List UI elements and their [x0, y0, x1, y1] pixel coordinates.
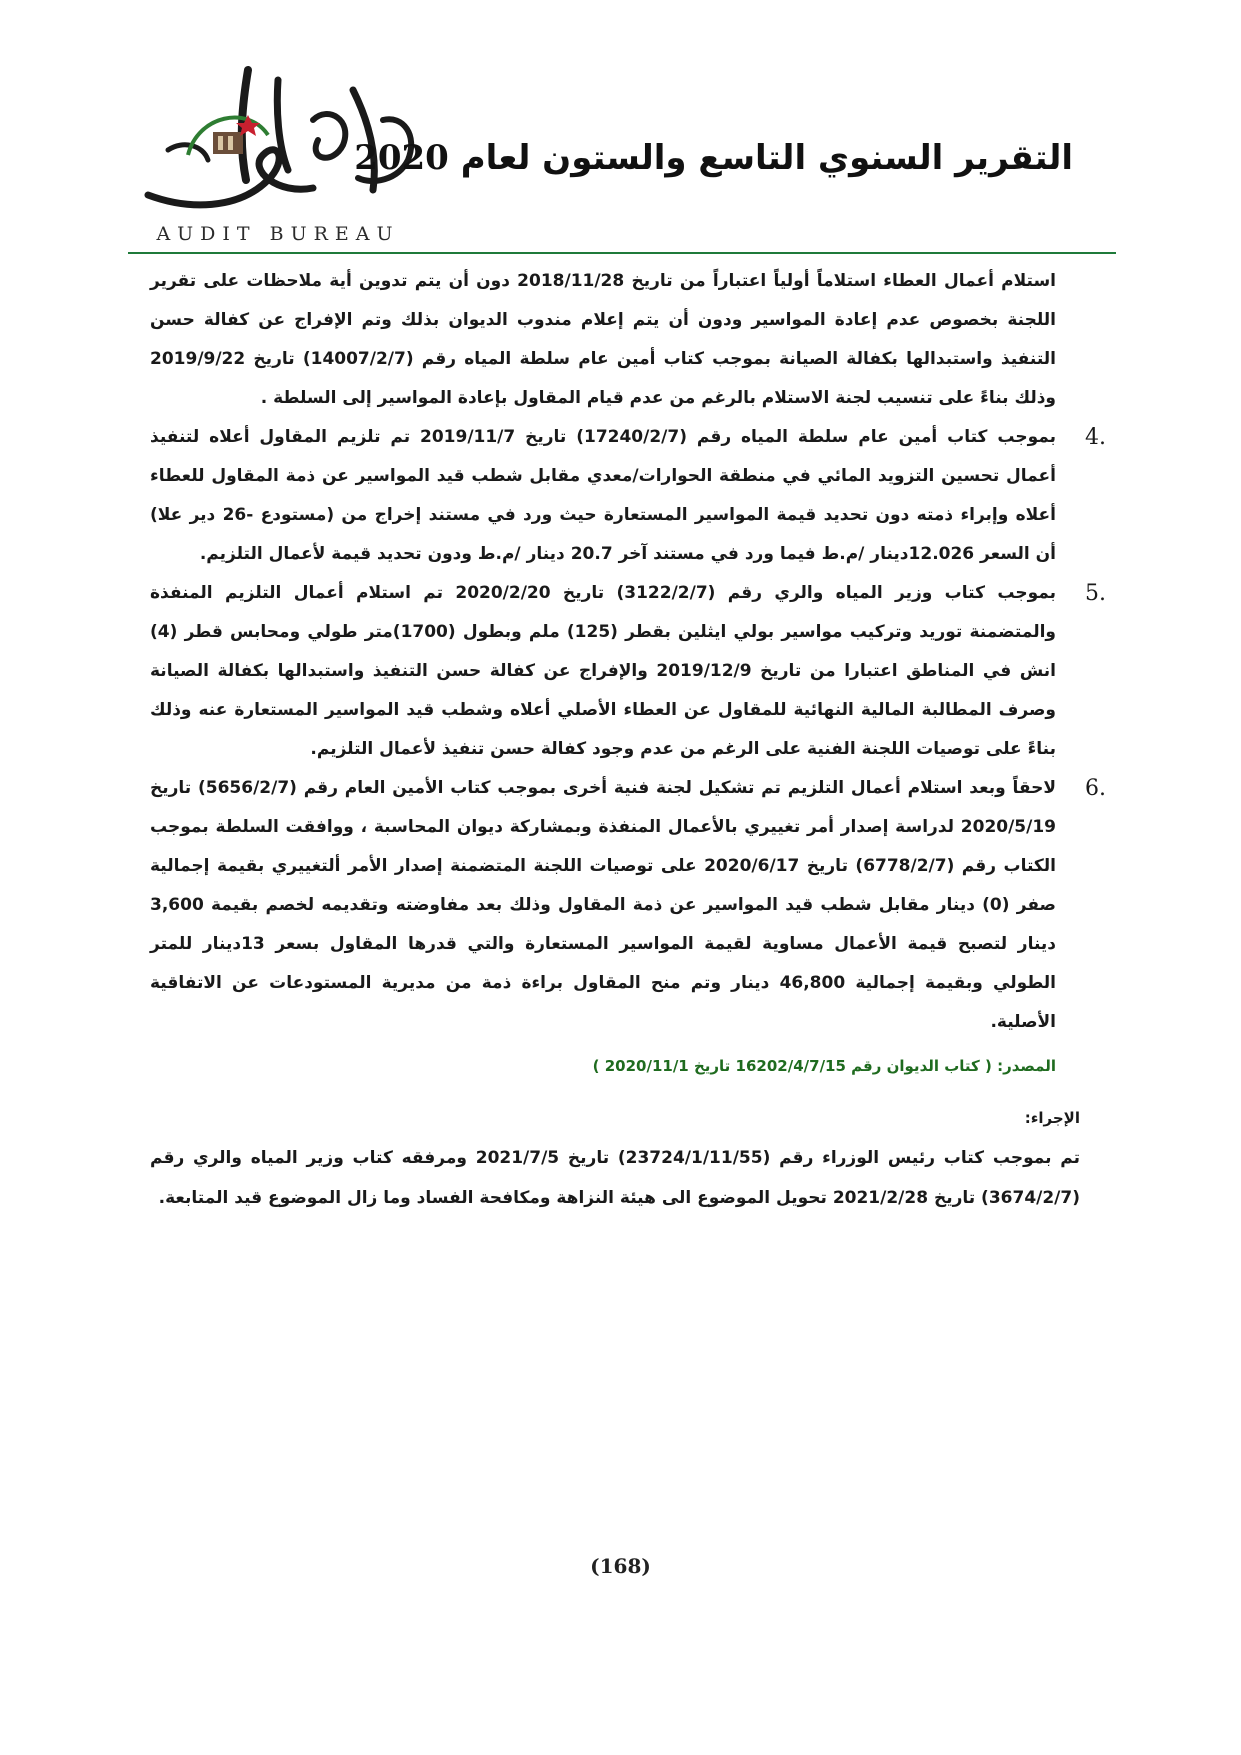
header-divider	[128, 252, 1116, 254]
list-item-number: 4.	[1085, 425, 1106, 450]
list-item-text: لاحقاً وبعد استلام أعمال التلزيم تم تشكيل لجنة فنية أخرى بموجب كتاب الأمين العام رقم (5656/2/7) تاريخ 2020/5/19 لدراسة إصدار أمر تغييري بالأعمال المنفذة وبمشاركة ديوان المحاسبة ، ووافقت السلطة بموجب الكتاب رقم (6778/2/7) تاريخ 2020/6/17 على توصيات اللجنة المتضمنة إصدار الأمر ألتغييري بقيمة إجمالية صفر (0) دينار مقابل شطب قيد المواسير عن ذمة المقاول وذلك بعد مفاوضته وتقديمه لخصم بقيمة 3,600 دينار لتصبح قيمة الأعمال مساوية لقيمة المواسير المستعارة والتي قدرها المقاول بسعر 13دينار للمتر الطولي وبقيمة إجمالية 46,800 دينار وتم منح المقاول براءة ذمة من مديرية المستودعات عن الاتفاقية الأصلية.	[150, 778, 1057, 1032]
page-header	[0, 0, 1241, 260]
list-item-number: 6.	[1085, 776, 1106, 801]
list-item	[150, 418, 1106, 574]
procedure-text: تم بموجب كتاب رئيس الوزراء رقم (23724/1/11/55) تاريخ 2021/7/5 ومرفقه كتاب وزير المياه والري رقم (3674/2/7) تاريخ 2021/2/28 تحويل الموضوع الى هيئة النزاهة ومكافحة الفساد وما زال الموضوع قيد المتابعة.	[150, 1148, 1081, 1208]
source-citation: المصدر: ( كتاب الديوان رقم 16202/4/7/15 تاريخ 2020/11/1 )	[592, 1057, 1056, 1075]
report-year: 2020	[354, 138, 449, 178]
procedure-heading: الإجراء:	[1024, 1109, 1080, 1127]
list-item-number: 5.	[1085, 581, 1106, 606]
document-body	[150, 262, 1106, 1218]
logo-caption: AUDIT BUREAU	[156, 223, 400, 245]
list-item-text: بموجب كتاب وزير المياه والري رقم (3122/2/7) تاريخ 2020/2/20 تم استلام أعمال التلزيم المنفذة والمتضمنة توريد وتركيب مواسير بولي ايثلين بقطر (125) ملم وبطول (1700)متر طولي ومحابس قطر (4) انش في المناطق اعتبارا من تاريخ 2019/12/9 والإفراج عن كفالة حسن التنفيذ واستبدالها بكفالة الصيانة وصرف المطالبة المالية النهائية للمقاول عن العطاء الأصلي أعلاه وشطب قيد المواسير المستعارة عنه وذلك بناءً على توصيات اللجنة الفنية على الرغم من عدم وجود كفالة حسن تنفيذ لأعمال التلزيم.	[150, 583, 1057, 759]
page-number: (168)	[590, 1554, 651, 1578]
list-item	[150, 574, 1106, 769]
list-item-text: بموجب كتاب أمين عام سلطة المياه رقم (17240/2/7) تاريخ 2019/11/7 تم تلزيم المقاول أعلاه لتنفيذ أعمال تحسين التزويد المائي في منطقة الحوارات/معدي مقابل شطب قيد المواسير عن ذمة المقاول للعطاء أعلاه وإبراء ذمته دون تحديد قيمة المواسير المستعارة حيث ورد في مستند إخراج من (مستودع -26 دير علا) أن السعر 12.026دينار /م.ط فيما ورد في مستند آخر 20.7 دينار /م.ط ودون تحديد قيمة لأعمال التلزيم.	[150, 427, 1057, 564]
intro-paragraph: استلام أعمال العطاء استلاماً أولياً اعتباراً من تاريخ 2018/11/28 دون أن يتم تدوين أية ملاحظات على تقرير اللجنة بخصوص عدم إعادة المواسير ودون أن يتم إعلام مندوب الديوان بذلك وتم الإفراج عن كفالة حسن التنفيذ واستبدالها بكفالة الصيانة بموجب كتاب أمين عام سلطة المياه رقم (14007/2/7) تاريخ 2019/9/22 وذلك بناءً على تنسيب لجنة الاستلام بالرغم من عدم قيام المقاول بإعادة المواسير إلى السلطة .	[150, 271, 1056, 408]
list-item	[150, 769, 1106, 1042]
report-title-text: التقرير السنوي التاسع والستون لعام	[460, 138, 1073, 178]
report-title	[354, 138, 1073, 178]
